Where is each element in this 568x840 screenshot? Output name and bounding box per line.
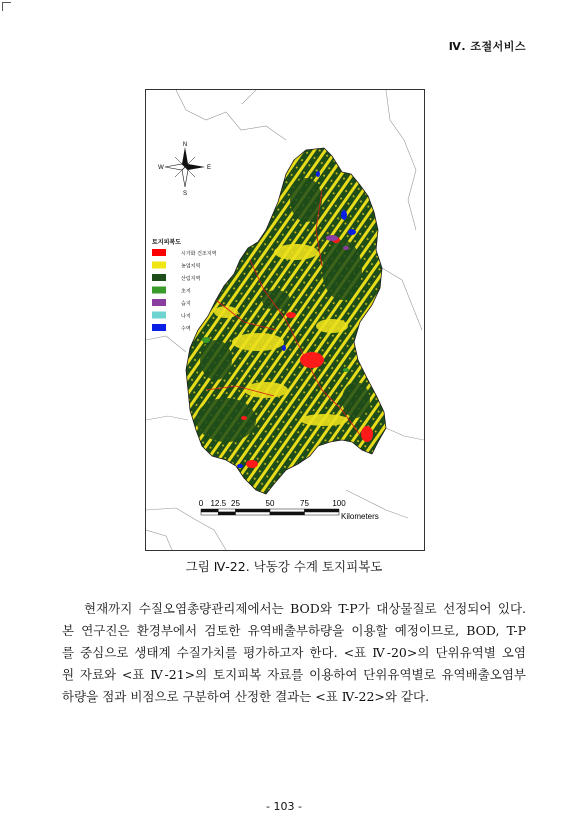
legend-swatch bbox=[152, 262, 166, 269]
scale-segment bbox=[305, 512, 340, 515]
body-line: 본 연구진은 환경부에서 검토한 유역배출부하량을 이용할 예정이므로, BOD, T-P bbox=[62, 623, 526, 638]
compass-south-label: S bbox=[182, 191, 188, 197]
scale-segment bbox=[201, 512, 218, 515]
legend-swatch bbox=[152, 274, 166, 281]
legend-title: 토지피복도 bbox=[152, 239, 181, 246]
legend-swatch bbox=[152, 324, 166, 331]
body-line: 현재까지 수질오염총량관리제에서는 BOD와 T-P가 대상물질로 선정되어 있다. bbox=[84, 601, 526, 616]
scale-segment bbox=[236, 512, 271, 515]
legend-swatch bbox=[152, 299, 166, 306]
legend-label: 습지 bbox=[181, 301, 191, 307]
basin-land-cover bbox=[146, 90, 424, 550]
body-paragraph bbox=[62, 598, 526, 708]
scale-segment bbox=[270, 509, 305, 512]
body-line: 원 자료와 <표 Ⅳ-21>의 토지피복 자료를 이용하여 단위유역별로 유역배출오염부 bbox=[62, 667, 526, 682]
scale-bar bbox=[199, 499, 379, 521]
scale-segment bbox=[218, 512, 235, 515]
page-number: - 103 - bbox=[266, 800, 302, 813]
compass-east-label: E bbox=[206, 165, 212, 171]
legend-swatch bbox=[152, 249, 166, 256]
scale-segment bbox=[201, 509, 218, 512]
legend-label: 나지 bbox=[181, 313, 191, 320]
crop-mark bbox=[2, 2, 11, 11]
scale-tick-label: 100 bbox=[332, 499, 346, 508]
legend-swatch bbox=[152, 312, 166, 319]
legend-swatch bbox=[152, 287, 166, 294]
compass-west-label: W bbox=[158, 165, 164, 171]
legend-label: 산림지역 bbox=[181, 276, 201, 282]
legend-label: 수역 bbox=[181, 326, 191, 332]
scale-tick-label: 12.5 bbox=[210, 499, 227, 508]
scale-tick-label: 0 bbox=[198, 499, 204, 508]
scale-segment bbox=[236, 509, 271, 512]
scale-tick-label: 25 bbox=[231, 499, 240, 508]
legend-label: 시가화 건조지역 bbox=[181, 251, 217, 257]
land-cover-map bbox=[145, 89, 425, 551]
scale-segment bbox=[218, 509, 235, 512]
body-line: 를 중심으로 생태계 수질가치를 평가하고자 한다. <표 Ⅳ-20>의 단위유역별 오염 bbox=[62, 645, 526, 660]
scale-segment bbox=[270, 512, 305, 515]
legend-label: 농업지역 bbox=[181, 263, 201, 270]
body-line: 하량을 점과 비점으로 구분하여 산정한 결과는 <표 Ⅳ-22>와 같다. bbox=[62, 689, 430, 704]
running-head: Ⅳ. 조절서비스 bbox=[448, 40, 526, 53]
scale-tick-label: 75 bbox=[300, 499, 309, 508]
compass-north-label: N bbox=[182, 142, 188, 148]
legend-label: 초지 bbox=[181, 288, 191, 295]
scale-tick-label: 50 bbox=[265, 499, 275, 508]
scale-unit: Kilometers bbox=[341, 512, 379, 521]
north-arrow-icon bbox=[158, 142, 211, 197]
scale-segment bbox=[305, 509, 340, 512]
figure-caption: 그림 Ⅳ-22. 낙동강 수계 토지피복도 bbox=[185, 559, 383, 574]
